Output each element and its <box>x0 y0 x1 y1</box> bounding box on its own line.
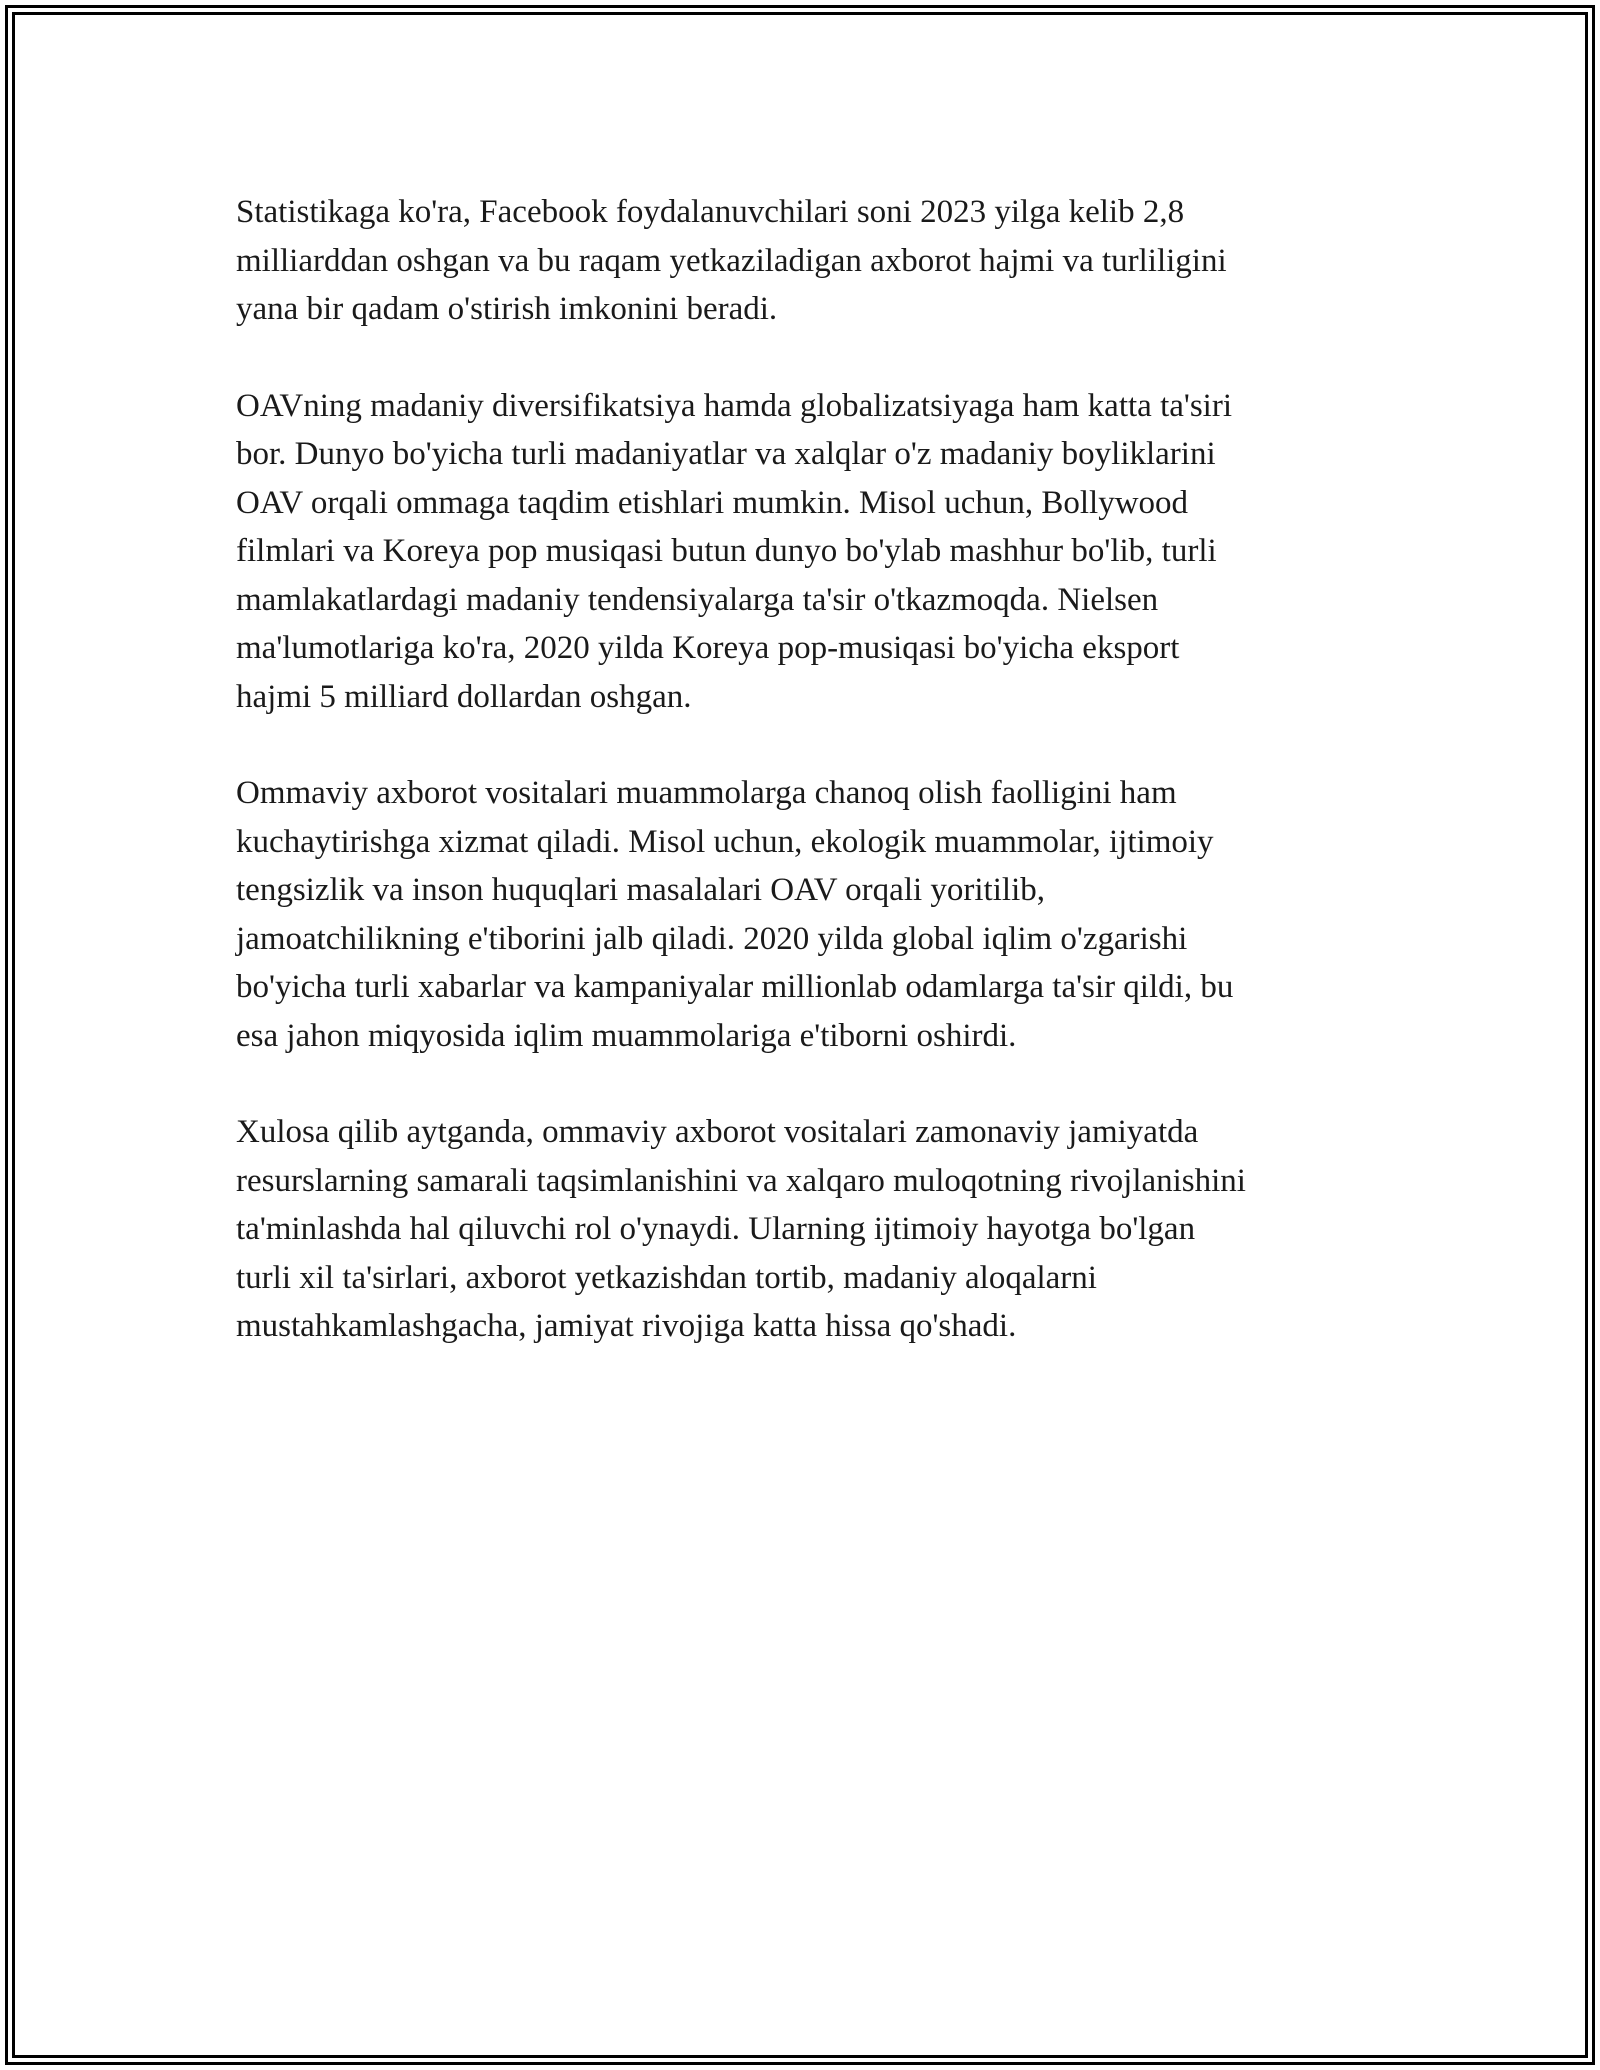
paragraph-conclusion: Xulosa qilib aytganda, ommaviy axborot vositalari zamonaviy jamiyatda resurslarning samarali taqsimlanishini va xalqaro muloqotning rivojlanishini ta'minlashda hal qiluvchi rol o'ynaydi. Ularning ijtimoiy hayotga bo'lgan turli xil ta'sirlari, axborot yetkazishdan tortib, madaniy aloqalarni mustahkamlashgacha, jamiyat rivojiga katta hissa qo'shadi. <box>236 1114 1246 1344</box>
paragraph-facebook-statistics: Statistikaga ko'ra, Facebook foydalanuvchilari soni 2023 yilga kelib 2,8 milliarddan oshgan va bu raqam yetkaziladigan axborot hajmi va turliligini yana bir qadam o'stirish imkonini beradi. <box>236 194 1227 327</box>
document-body <box>236 188 1366 1399</box>
paragraph-social-problems: Ommaviy axborot vositalari muammolarga chanoq olish faolligini ham kuchaytirishga xizmat qiladi. Misol uchun, ekologik muammolar, ijtimoiy tengsizlik va inson huquqlari masalalari OAV orqali yoritilib, jamoatchilikning e'tiborini jalb qiladi. 2020 yilda global iqlim o'zgarishi bo'yicha turli xabarlar va kampaniyalar millionlab odamlarga ta'sir qildi, bu esa jahon miqyosida iqlim muammolariga e'tiborni oshirdi. <box>236 775 1234 1054</box>
paragraph-cultural-diversification: OAVning madaniy diversifikatsiya hamda globalizatsiyaga ham katta ta'siri bor. Dunyo bo'yicha turli madaniyatlar va xalqlar o'z madaniy boyliklarini OAV orqali ommaga taqdim etishlari mumkin. Misol uchun, Bollywood filmlari va Koreya pop musiqasi butun dunyo bo'ylab mashhur bo'lib, turli mamlakatlardagi madaniy tendensiyalarga ta'sir o'tkazmoqda. Nielsen ma'lumotlariga ko'ra, 2020 yilda Koreya pop-musiqasi bo'yicha eksport hajmi 5 milliard dollardan oshgan. <box>236 387 1232 715</box>
